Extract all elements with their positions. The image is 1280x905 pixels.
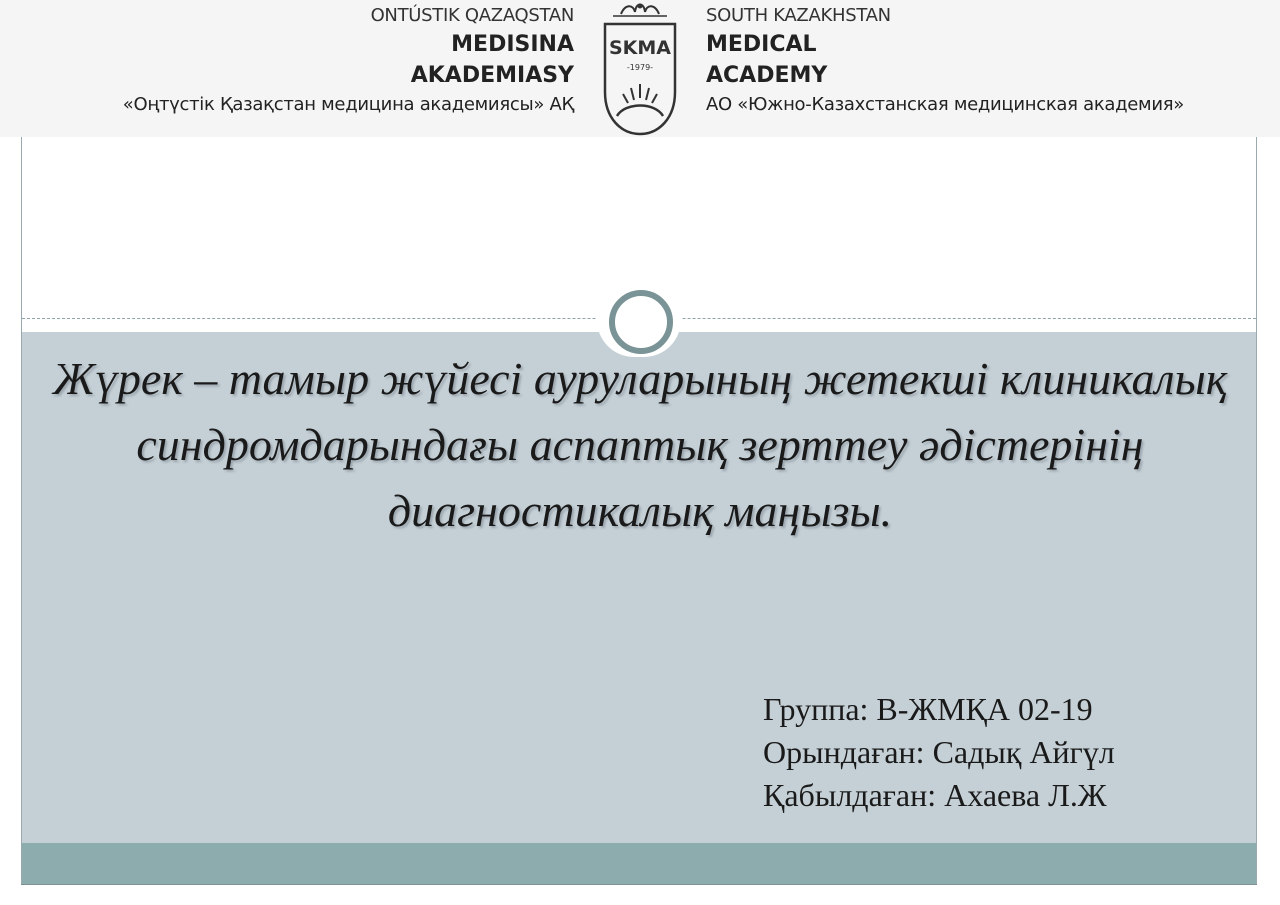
skma-crest-icon — [599, 0, 681, 137]
header-left-line2: MEDISINA — [451, 32, 574, 57]
slide-title: Жүрек – тамыр жүйесі ауруларының жетекші клиникалық синдромдарындағы аспаптық зерттеу әдістерінің диагностикалық маңызы. — [52, 353, 1228, 536]
circle-ornament-icon — [609, 290, 673, 354]
header-right-line4: АО «Южно-Казахстанская медицинская академия» — [706, 94, 1184, 115]
logo-text: SKMA — [608, 37, 672, 59]
bottom-band — [22, 843, 1256, 884]
header-right-line1: SOUTH KAZAKHSTAN — [706, 5, 891, 26]
header-left-block — [123, 4, 574, 120]
header-left-line3: AKADEMIASY — [410, 63, 574, 88]
skma-logo — [599, 0, 681, 137]
performer-label: Орындаған: Садық Айгүл — [763, 734, 1115, 770]
presenter-info — [763, 688, 1115, 817]
header-left-line4: «Оңтүстік Қазақстан медицина академиясы» АҚ — [122, 94, 574, 115]
header-left-line1: ONTÚSTIK QAZAQSTAN — [370, 5, 574, 26]
bottom-edge — [21, 884, 1257, 885]
header-banner — [0, 0, 1280, 137]
group-label: Группа: В-ЖМҚА 02-19 — [763, 691, 1093, 727]
logo-year: -1979- — [626, 63, 654, 72]
header-right-line3: ACADEMY — [706, 63, 828, 88]
header-right-line2: MEDICAL — [706, 32, 817, 57]
receiver-label: Қабылдаған: Ахаева Л.Ж — [763, 777, 1107, 813]
header-right-block — [706, 4, 1184, 120]
